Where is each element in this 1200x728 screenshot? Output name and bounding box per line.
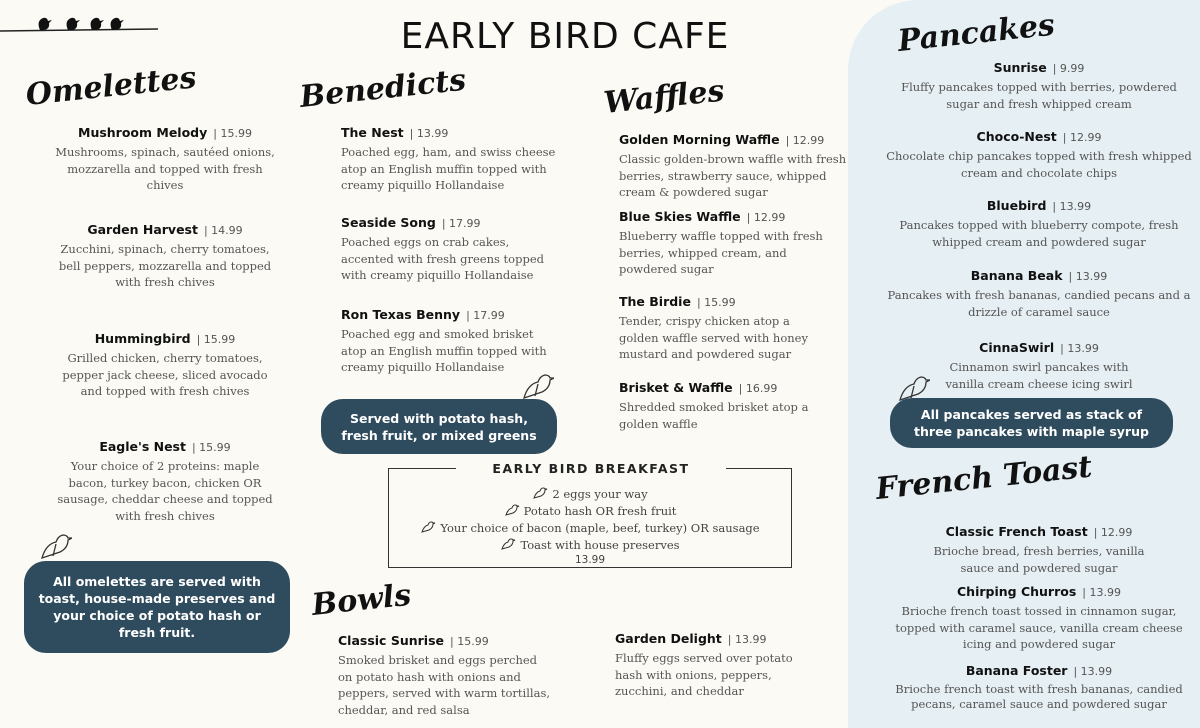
item-description: Brioche french toast tossed in cinnamon sugar, topped with caramel sauce, vanilla cream cheese icing and powdered sugar xyxy=(895,604,1183,651)
item-description: Chocolate chip pancakes topped with fresh whipped cream and chocolate chips xyxy=(886,149,1192,180)
breakfast-item: 2 eggs your way xyxy=(552,487,648,501)
birds-on-wire-icon xyxy=(0,14,160,42)
menu-item xyxy=(619,377,819,432)
item-description: Mushrooms, spinach, sautéed onions, mozzarella and topped with fresh chives xyxy=(55,145,275,192)
item-price: | 15.99 xyxy=(191,441,231,454)
item-description: Poached egg, ham, and swiss cheese atop an English muffin topped with creamy piquillo Hollandaise xyxy=(341,145,556,192)
section-title-omelettes: Omelettes xyxy=(24,60,199,113)
item-name: Blue Skies Waffle xyxy=(619,209,741,224)
item-description: Your choice of 2 proteins: maple bacon, turkey bacon, chicken OR sausage, cheddar cheese and topped with fresh chives xyxy=(57,459,273,523)
item-name: Seaside Song xyxy=(341,215,436,230)
item-price: | 12.99 xyxy=(785,134,825,147)
item-price: | 13.99 xyxy=(1068,270,1108,283)
list-item xyxy=(388,537,792,554)
item-price: | 15.99 xyxy=(213,127,252,140)
item-description: Blueberry waffle topped with fresh berries, whipped cream, and powdered sugar xyxy=(619,229,823,276)
item-name: Hummingbird xyxy=(94,331,191,346)
item-description: Pancakes topped with blueberry compote, fresh whipped cream and powdered sugar xyxy=(899,218,1179,249)
menu-item xyxy=(886,126,1192,181)
item-price: | 17.99 xyxy=(441,217,481,230)
item-description: Fluffy pancakes topped with berries, powdered sugar and fresh whipped cream xyxy=(901,80,1177,111)
section-title-pancakes: Pancakes xyxy=(896,7,1057,59)
item-name: The Birdie xyxy=(619,294,691,309)
item-price: | 13.99 xyxy=(1082,586,1121,599)
item-name: Classic Sunrise xyxy=(338,633,444,648)
item-price: | 17.99 xyxy=(466,309,505,322)
item-price: | 13.99 xyxy=(1060,342,1099,355)
item-name: Banana Beak xyxy=(970,268,1063,283)
breakfast-title: EARLY BIRD BREAKFAST xyxy=(456,461,726,476)
item-price: | 9.99 xyxy=(1052,62,1085,75)
page-title: EARLY BIRD CAFE xyxy=(400,16,730,57)
item-price: | 14.99 xyxy=(203,224,243,237)
item-name: Ron Texas Benny xyxy=(341,307,461,322)
menu-item xyxy=(619,129,851,201)
item-price: | 13.99 xyxy=(409,127,449,140)
item-description: Zucchini, spinach, cherry tomatoes, bell peppers, mozzarella and topped with fresh chives xyxy=(58,242,272,289)
item-price: | 13.99 xyxy=(727,633,767,646)
item-price: | 12.99 xyxy=(1093,526,1133,539)
item-price: | 12.99 xyxy=(1062,131,1102,144)
menu-item xyxy=(50,122,280,194)
item-description: Poached eggs on crab cakes, accented with fresh greens topped with creamy piquillo Hollandaise xyxy=(341,235,544,282)
menu-item xyxy=(886,337,1192,392)
list-item xyxy=(388,486,792,503)
bird-icon xyxy=(500,538,516,554)
bird-icon xyxy=(38,532,72,560)
item-name: Garden Delight xyxy=(615,631,722,646)
item-description: Shredded smoked brisket atop a golden waffle xyxy=(619,400,809,431)
bird-icon xyxy=(504,504,520,520)
menu-item xyxy=(886,195,1192,250)
section-title-waffles: Waffles xyxy=(602,73,727,121)
item-name: Banana Foster xyxy=(965,663,1068,678)
menu-item xyxy=(50,219,280,291)
breakfast-price: 13.99 xyxy=(574,554,606,566)
breakfast-item: Your choice of bacon (maple, beef, turkey) OR sausage xyxy=(440,521,760,535)
item-description: Cinnamon swirl pancakes with vanilla cream cheese icing swirl xyxy=(945,360,1133,391)
item-price: | 16.99 xyxy=(738,382,778,395)
item-name: The Nest xyxy=(341,125,404,140)
list-item xyxy=(388,520,792,537)
list-item xyxy=(388,503,792,520)
item-description: Grilled chicken, cherry tomatoes, pepper jack cheese, sliced avocado and topped with fresh chives xyxy=(62,351,268,398)
item-name: Choco-Nest xyxy=(976,129,1057,144)
menu-item xyxy=(50,436,280,524)
item-description: Poached egg and smoked brisket atop an English muffin topped with creamy piquillo Hollandaise xyxy=(341,327,547,374)
item-description: Classic golden-brown waffle with fresh berries, strawberry sauce, whipped cream & powdered sugar xyxy=(619,152,847,199)
item-price: | 15.99 xyxy=(450,635,489,648)
breakfast-list xyxy=(388,486,792,567)
menu-item xyxy=(50,328,280,400)
menu-item xyxy=(886,660,1192,712)
item-description: Brioche french toast with fresh bananas, candied pecans, caramel sauce and powdered sugar xyxy=(895,682,1183,711)
menu-item xyxy=(338,630,553,718)
breakfast-item: Potato hash OR fresh fruit xyxy=(523,504,677,518)
menu-item xyxy=(886,581,1192,653)
item-name: CinnaSwirl xyxy=(979,340,1055,355)
menu-item xyxy=(341,212,556,284)
item-name: Chirping Churros xyxy=(957,584,1077,599)
item-name: Bluebird xyxy=(986,198,1047,213)
item-price: | 12.99 xyxy=(746,211,786,224)
section-title-bowls: Bowls xyxy=(310,577,413,623)
menu-item xyxy=(341,304,556,376)
section-title-french-toast: French Toast xyxy=(874,449,1094,507)
item-name: Eagle's Nest xyxy=(99,439,186,454)
menu-item xyxy=(619,291,819,363)
menu-item xyxy=(886,265,1192,320)
item-description: Tender, crispy chicken atop a golden waffle served with honey mustard and powdered sugar xyxy=(619,314,808,361)
pancakes-note-pill: All pancakes served as stack of three pancakes with maple syrup xyxy=(890,398,1173,448)
benedicts-note-pill: Served with potato hash, fresh fruit, or mixed greens xyxy=(321,399,557,454)
menu-item xyxy=(341,122,556,194)
menu-item xyxy=(886,57,1192,112)
item-name: Sunrise xyxy=(993,60,1047,75)
item-price: | 15.99 xyxy=(196,333,236,346)
item-description: Pancakes with fresh bananas, candied pecans and a drizzle of caramel sauce xyxy=(887,288,1191,319)
item-name: Brisket & Waffle xyxy=(619,380,733,395)
item-price: | 15.99 xyxy=(696,296,736,309)
item-price: | 13.99 xyxy=(1052,200,1092,213)
menu-item xyxy=(615,628,815,700)
item-name: Classic French Toast xyxy=(945,524,1088,539)
item-name: Mushroom Melody xyxy=(78,125,208,140)
menu-item xyxy=(886,521,1192,576)
bird-icon xyxy=(420,521,436,537)
item-price: | 13.99 xyxy=(1073,665,1113,678)
item-description: Smoked brisket and eggs perched on potato hash with onions and peppers, served with warm tortillas, cheddar, and red salsa xyxy=(338,653,551,717)
item-description: Brioche bread, fresh berries, vanilla sauce and powdered sugar xyxy=(933,544,1145,575)
omelettes-note-pill: All omelettes are served with toast, house-made preserves and your choice of potato hash or fresh fruit. xyxy=(24,561,290,653)
item-name: Golden Morning Waffle xyxy=(619,132,780,147)
bird-icon xyxy=(532,487,548,503)
section-title-benedicts: Benedicts xyxy=(298,62,468,115)
menu-item xyxy=(619,206,834,278)
item-description: Fluffy eggs served over potato hash with onions, peppers, zucchini, and cheddar xyxy=(615,651,793,698)
breakfast-item: Toast with house preserves xyxy=(520,538,680,552)
item-name: Garden Harvest xyxy=(87,222,198,237)
bird-icon xyxy=(520,370,554,400)
